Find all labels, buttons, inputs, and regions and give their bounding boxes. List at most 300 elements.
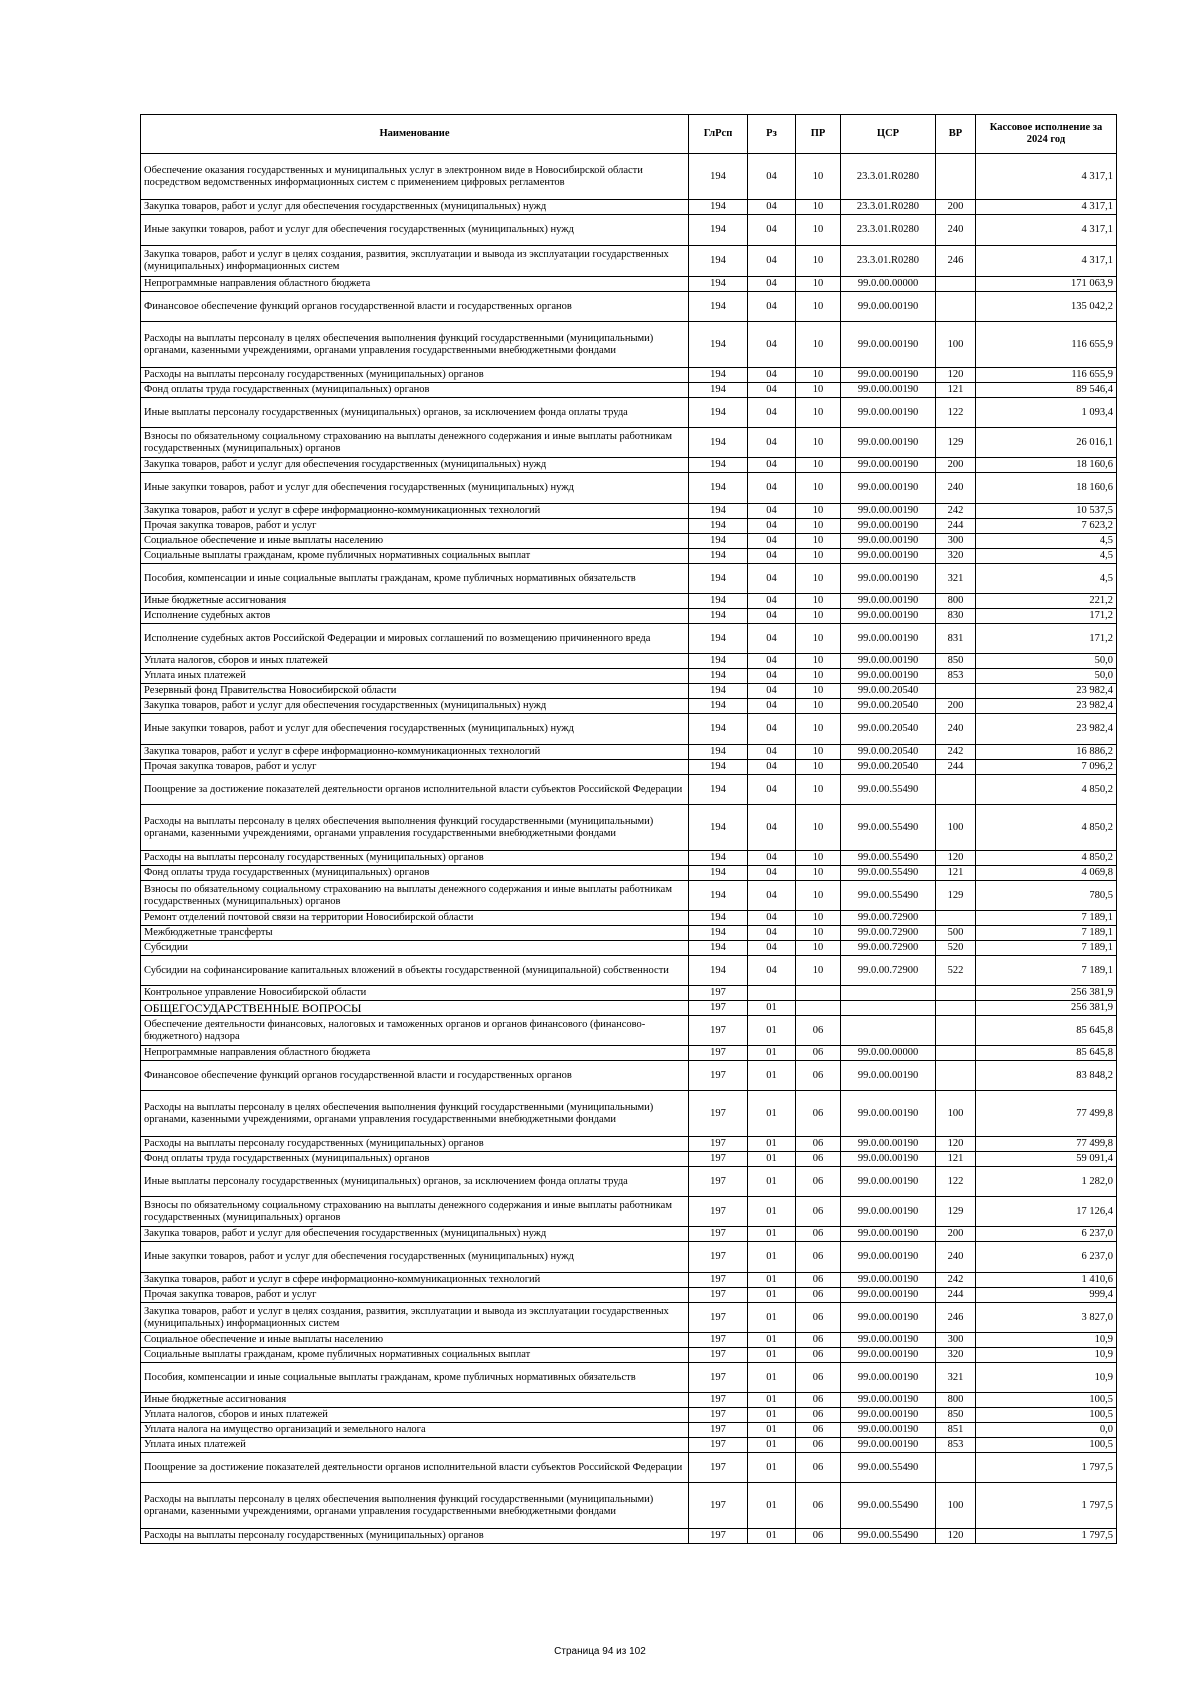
table-row (141, 760, 1117, 775)
cell-pr: 10 (796, 246, 841, 277)
cell-pr: 10 (796, 368, 841, 383)
cell-pr: 06 (796, 1529, 841, 1544)
cell-grp: 194 (689, 428, 748, 458)
cell-name: Расходы на выплаты персоналу в целях обеспечения выполнения функций государственными (муниципальными) органами, казенными учреждениями, органами управления государственными внебюджетными фондами (141, 1483, 689, 1529)
cell-vr (936, 911, 976, 926)
table-row (141, 594, 1117, 609)
cell-vr: 120 (936, 1137, 976, 1152)
table-row (141, 654, 1117, 669)
cell-amount: 4 317,1 (976, 200, 1117, 215)
table-row (141, 956, 1117, 986)
cell-name: Социальные выплаты гражданам, кроме публичных нормативных социальных выплат (141, 549, 689, 564)
cell-csr: 99.0.00.00190 (841, 383, 936, 398)
table-row (141, 1438, 1117, 1453)
cell-grp: 194 (689, 154, 748, 200)
cell-name: Обеспечение деятельности финансовых, налоговых и таможенных органов и органов финансового (финансово-бюджетного) надзора (141, 1016, 689, 1046)
cell-name: Закупка товаров, работ и услуг для обеспечения государственных (муниципальных) нужд (141, 699, 689, 714)
cell-csr: 99.0.00.72900 (841, 926, 936, 941)
cell-grp: 197 (689, 1167, 748, 1197)
cell-name: Резервный фонд Правительства Новосибирской области (141, 684, 689, 699)
cell-rz: 04 (748, 805, 796, 851)
cell-name: Фонд оплаты труда государственных (муниципальных) органов (141, 1152, 689, 1167)
cell-amount: 4,5 (976, 564, 1117, 594)
cell-grp: 197 (689, 1348, 748, 1363)
cell-rz: 01 (748, 1529, 796, 1544)
table-row (141, 1273, 1117, 1288)
cell-vr (936, 277, 976, 292)
cell-pr: 06 (796, 1273, 841, 1288)
cell-vr: 129 (936, 428, 976, 458)
cell-amount: 4 850,2 (976, 775, 1117, 805)
cell-vr: 120 (936, 851, 976, 866)
cell-vr: 522 (936, 956, 976, 986)
table-row (141, 714, 1117, 745)
cell-rz: 01 (748, 1438, 796, 1453)
cell-vr: 100 (936, 322, 976, 368)
table-row (141, 398, 1117, 428)
cell-csr: 99.0.00.55490 (841, 881, 936, 911)
cell-name: Иные закупки товаров, работ и услуг для обеспечения государственных (муниципальных) нужд (141, 1242, 689, 1273)
cell-vr: 520 (936, 941, 976, 956)
cell-csr: 99.0.00.00190 (841, 1091, 936, 1137)
cell-name: Уплата налогов, сборов и иных платежей (141, 654, 689, 669)
cell-name: Закупка товаров, работ и услуг в сфере информационно-коммуникационных технологий (141, 745, 689, 760)
cell-vr: 853 (936, 1438, 976, 1453)
cell-vr: 240 (936, 714, 976, 745)
cell-grp: 197 (689, 1303, 748, 1333)
cell-grp: 197 (689, 1483, 748, 1529)
cell-name: Закупка товаров, работ и услуг в сфере информационно-коммуникационных технологий (141, 504, 689, 519)
cell-csr: 99.0.00.72900 (841, 956, 936, 986)
cell-amount: 116 655,9 (976, 322, 1117, 368)
table-row (141, 292, 1117, 322)
cell-rz: 01 (748, 1363, 796, 1393)
cell-vr: 242 (936, 1273, 976, 1288)
cell-amount: 6 237,0 (976, 1242, 1117, 1273)
cell-name: Закупка товаров, работ и услуг в целях создания, развития, эксплуатации и вывода из эксплуатации государственных (муниципальных) информационных систем (141, 1303, 689, 1333)
cell-amount: 7 096,2 (976, 760, 1117, 775)
cell-vr: 240 (936, 473, 976, 504)
cell-name: Иные закупки товаров, работ и услуг для обеспечения государственных (муниципальных) нужд (141, 215, 689, 246)
cell-name: Уплата иных платежей (141, 669, 689, 684)
cell-rz: 04 (748, 775, 796, 805)
table-row (141, 154, 1117, 200)
cell-rz: 01 (748, 1046, 796, 1061)
table-row (141, 1061, 1117, 1091)
cell-grp: 197 (689, 986, 748, 1001)
cell-csr (841, 1016, 936, 1046)
cell-rz: 01 (748, 1483, 796, 1529)
cell-rz: 04 (748, 851, 796, 866)
cell-amount: 100,5 (976, 1438, 1117, 1453)
cell-pr: 10 (796, 322, 841, 368)
cell-pr: 10 (796, 564, 841, 594)
cell-pr: 10 (796, 519, 841, 534)
cell-name: Уплата налога на имущество организаций и земельного налога (141, 1423, 689, 1438)
table-row (141, 1348, 1117, 1363)
table-row (141, 926, 1117, 941)
cell-name: Ремонт отделений почтовой связи на территории Новосибирской области (141, 911, 689, 926)
cell-amount: 77 499,8 (976, 1091, 1117, 1137)
cell-vr: 121 (936, 383, 976, 398)
table-row (141, 549, 1117, 564)
header-name: Наименование (141, 115, 689, 154)
cell-pr: 10 (796, 805, 841, 851)
cell-pr: 10 (796, 428, 841, 458)
cell-csr: 99.0.00.00190 (841, 1393, 936, 1408)
cell-grp: 194 (689, 398, 748, 428)
cell-vr: 200 (936, 1227, 976, 1242)
cell-rz: 04 (748, 322, 796, 368)
cell-amount: 1 797,5 (976, 1529, 1117, 1544)
cell-csr: 99.0.00.00190 (841, 1137, 936, 1152)
cell-name: Прочая закупка товаров, работ и услуг (141, 1288, 689, 1303)
table-row (141, 534, 1117, 549)
cell-rz: 04 (748, 609, 796, 624)
cell-pr: 10 (796, 383, 841, 398)
cell-rz: 04 (748, 246, 796, 277)
cell-amount: 100,5 (976, 1393, 1117, 1408)
cell-csr: 99.0.00.55490 (841, 805, 936, 851)
cell-amount: 171,2 (976, 624, 1117, 654)
cell-csr: 99.0.00.00190 (841, 1061, 936, 1091)
cell-grp: 194 (689, 775, 748, 805)
cell-pr: 10 (796, 745, 841, 760)
table-row (141, 1288, 1117, 1303)
cell-rz: 04 (748, 624, 796, 654)
table-body (141, 154, 1117, 1544)
cell-name: Взносы по обязательному социальному страхованию на выплаты денежного содержания и иные выплаты работникам государственных (муниципальных) органов (141, 1197, 689, 1227)
cell-pr: 10 (796, 926, 841, 941)
cell-amount: 116 655,9 (976, 368, 1117, 383)
cell-rz: 01 (748, 1152, 796, 1167)
table-row (141, 1333, 1117, 1348)
table-row (141, 624, 1117, 654)
table-row (141, 1046, 1117, 1061)
cell-pr: 10 (796, 458, 841, 473)
cell-csr: 99.0.00.00190 (841, 398, 936, 428)
cell-rz: 01 (748, 1242, 796, 1273)
cell-name: Расходы на выплаты персоналу в целях обеспечения выполнения функций государственными (муниципальными) органами, казенными учреждениями, органами управления государственными внебюджетными фондами (141, 322, 689, 368)
cell-grp: 197 (689, 1438, 748, 1453)
cell-pr: 10 (796, 956, 841, 986)
cell-name: Закупка товаров, работ и услуг в целях создания, развития, эксплуатации и вывода из эксплуатации государственных (муниципальных) информационных систем (141, 246, 689, 277)
cell-amount: 23 982,4 (976, 699, 1117, 714)
cell-vr: 100 (936, 1091, 976, 1137)
cell-amount: 3 827,0 (976, 1303, 1117, 1333)
cell-name: Непрограммные направления областного бюджета (141, 1046, 689, 1061)
cell-vr: 850 (936, 654, 976, 669)
cell-grp: 194 (689, 956, 748, 986)
table-row (141, 1242, 1117, 1273)
cell-grp: 197 (689, 1242, 748, 1273)
cell-vr: 500 (936, 926, 976, 941)
cell-rz: 04 (748, 760, 796, 775)
cell-amount: 23 982,4 (976, 684, 1117, 699)
cell-vr (936, 292, 976, 322)
cell-csr: 99.0.00.20540 (841, 684, 936, 699)
cell-pr: 06 (796, 1453, 841, 1483)
cell-pr: 06 (796, 1197, 841, 1227)
cell-amount: 4 069,8 (976, 866, 1117, 881)
cell-amount: 256 381,9 (976, 986, 1117, 1001)
cell-amount: 7 189,1 (976, 941, 1117, 956)
cell-grp: 197 (689, 1453, 748, 1483)
cell-rz: 01 (748, 1061, 796, 1091)
cell-amount: 171 063,9 (976, 277, 1117, 292)
cell-csr: 99.0.00.55490 (841, 1529, 936, 1544)
cell-amount: 10,9 (976, 1333, 1117, 1348)
cell-amount: 1 282,0 (976, 1167, 1117, 1197)
cell-vr (936, 775, 976, 805)
cell-name: Контрольное управление Новосибирской области (141, 986, 689, 1001)
table-row (141, 881, 1117, 911)
cell-amount: 256 381,9 (976, 1001, 1117, 1016)
cell-csr: 23.3.01.R0280 (841, 154, 936, 200)
cell-rz: 04 (748, 398, 796, 428)
cell-rz: 04 (748, 956, 796, 986)
cell-name: Иные закупки товаров, работ и услуг для обеспечения государственных (муниципальных) нужд (141, 714, 689, 745)
table-row (141, 1167, 1117, 1197)
cell-pr: 10 (796, 473, 841, 504)
cell-name: Субсидии на софинансирование капитальных вложений в объекты государственной (муниципальной) собственности (141, 956, 689, 986)
cell-amount: 4 317,1 (976, 246, 1117, 277)
table-row (141, 564, 1117, 594)
cell-name: Закупка товаров, работ и услуг для обеспечения государственных (муниципальных) нужд (141, 200, 689, 215)
cell-vr: 120 (936, 1529, 976, 1544)
cell-amount: 50,0 (976, 654, 1117, 669)
cell-grp: 194 (689, 246, 748, 277)
table-row (141, 383, 1117, 398)
cell-amount: 7 623,2 (976, 519, 1117, 534)
cell-grp: 194 (689, 760, 748, 775)
cell-csr: 99.0.00.00190 (841, 458, 936, 473)
cell-pr: 10 (796, 549, 841, 564)
cell-vr: 321 (936, 564, 976, 594)
table-row (141, 699, 1117, 714)
cell-grp: 194 (689, 881, 748, 911)
cell-vr: 831 (936, 624, 976, 654)
cell-rz: 01 (748, 1333, 796, 1348)
cell-pr: 06 (796, 1363, 841, 1393)
cell-pr: 06 (796, 1303, 841, 1333)
cell-csr: 99.0.00.55490 (841, 775, 936, 805)
cell-pr: 10 (796, 866, 841, 881)
table-row (141, 322, 1117, 368)
cell-vr (936, 1016, 976, 1046)
cell-grp: 194 (689, 609, 748, 624)
table-row (141, 986, 1117, 1001)
cell-name: Уплата налогов, сборов и иных платежей (141, 1408, 689, 1423)
cell-csr: 99.0.00.72900 (841, 911, 936, 926)
cell-grp: 194 (689, 594, 748, 609)
cell-grp: 194 (689, 805, 748, 851)
cell-grp: 194 (689, 851, 748, 866)
cell-csr: 99.0.00.20540 (841, 760, 936, 775)
cell-grp: 194 (689, 684, 748, 699)
table-row (141, 866, 1117, 881)
cell-amount: 89 546,4 (976, 383, 1117, 398)
cell-vr (936, 154, 976, 200)
cell-grp: 197 (689, 1408, 748, 1423)
cell-rz: 04 (748, 200, 796, 215)
cell-vr: 246 (936, 246, 976, 277)
cell-csr: 99.0.00.00190 (841, 473, 936, 504)
table-row (141, 609, 1117, 624)
cell-name: Иные бюджетные ассигнования (141, 594, 689, 609)
cell-vr: 240 (936, 1242, 976, 1273)
cell-vr: 853 (936, 669, 976, 684)
cell-vr: 830 (936, 609, 976, 624)
cell-vr: 129 (936, 1197, 976, 1227)
cell-pr: 10 (796, 398, 841, 428)
cell-csr: 99.0.00.55490 (841, 1453, 936, 1483)
cell-grp: 197 (689, 1227, 748, 1242)
header-row (141, 115, 1117, 154)
cell-amount: 18 160,6 (976, 458, 1117, 473)
table-row (141, 1483, 1117, 1529)
cell-pr: 10 (796, 215, 841, 246)
cell-name: Социальные выплаты гражданам, кроме публичных нормативных социальных выплат (141, 1348, 689, 1363)
cell-grp: 194 (689, 926, 748, 941)
cell-csr: 23.3.01.R0280 (841, 200, 936, 215)
cell-vr: 244 (936, 519, 976, 534)
cell-vr: 240 (936, 215, 976, 246)
header-pr: ПР (796, 115, 841, 154)
cell-rz: 01 (748, 1016, 796, 1046)
cell-pr: 06 (796, 1242, 841, 1273)
cell-pr: 10 (796, 714, 841, 745)
cell-name: Социальное обеспечение и иные выплаты населению (141, 1333, 689, 1348)
cell-amount: 85 645,8 (976, 1046, 1117, 1061)
cell-name: Поощрение за достижение показателей деятельности органов исполнительной власти субъектов Российской Федерации (141, 775, 689, 805)
table-row (141, 745, 1117, 760)
cell-csr: 99.0.00.00190 (841, 1348, 936, 1363)
cell-pr: 06 (796, 1061, 841, 1091)
cell-csr: 99.0.00.55490 (841, 1483, 936, 1529)
table-row (141, 1408, 1117, 1423)
cell-rz: 01 (748, 1423, 796, 1438)
cell-amount: 10,9 (976, 1363, 1117, 1393)
table-row (141, 1363, 1117, 1393)
cell-amount: 4 850,2 (976, 805, 1117, 851)
cell-grp: 194 (689, 200, 748, 215)
cell-name: Расходы на выплаты персоналу в целях обеспечения выполнения функций государственными (муниципальными) органами, казенными учреждениями, органами управления государственными внебюджетными фондами (141, 1091, 689, 1137)
header-amount: Кассовое исполнение за 2024 год (976, 115, 1117, 154)
cell-csr (841, 1001, 936, 1016)
table-row (141, 669, 1117, 684)
table-row (141, 1001, 1117, 1016)
cell-csr: 99.0.00.00190 (841, 1363, 936, 1393)
table-row (141, 473, 1117, 504)
cell-vr: 129 (936, 881, 976, 911)
cell-rz: 04 (748, 292, 796, 322)
table-row (141, 1529, 1117, 1544)
cell-amount: 10,9 (976, 1348, 1117, 1363)
cell-grp: 197 (689, 1091, 748, 1137)
cell-grp: 197 (689, 1152, 748, 1167)
cell-vr (936, 1453, 976, 1483)
cell-rz: 01 (748, 1137, 796, 1152)
cell-amount: 10 537,5 (976, 504, 1117, 519)
table-row (141, 805, 1117, 851)
cell-csr: 99.0.00.00190 (841, 322, 936, 368)
cell-vr: 200 (936, 200, 976, 215)
cell-rz: 04 (748, 699, 796, 714)
cell-pr: 10 (796, 504, 841, 519)
cell-rz: 04 (748, 154, 796, 200)
cell-pr: 06 (796, 1227, 841, 1242)
cell-grp: 197 (689, 1529, 748, 1544)
cell-vr: 244 (936, 1288, 976, 1303)
cell-pr: 06 (796, 1016, 841, 1046)
cell-pr (796, 986, 841, 1001)
cell-amount: 50,0 (976, 669, 1117, 684)
cell-grp: 197 (689, 1016, 748, 1046)
cell-pr: 06 (796, 1423, 841, 1438)
cell-vr: 246 (936, 1303, 976, 1333)
cell-vr (936, 986, 976, 1001)
cell-name: Иные бюджетные ассигнования (141, 1393, 689, 1408)
cell-amount: 4 317,1 (976, 154, 1117, 200)
table-row (141, 277, 1117, 292)
cell-csr: 23.3.01.R0280 (841, 215, 936, 246)
header-grp: ГлРсп (689, 115, 748, 154)
cell-amount: 0,0 (976, 1423, 1117, 1438)
cell-amount: 26 016,1 (976, 428, 1117, 458)
cell-name: Финансовое обеспечение функций органов государственной власти и государственных органов (141, 1061, 689, 1091)
table-row (141, 215, 1117, 246)
cell-grp: 194 (689, 322, 748, 368)
table-row (141, 1453, 1117, 1483)
cell-vr: 850 (936, 1408, 976, 1423)
cell-grp: 194 (689, 519, 748, 534)
cell-amount: 18 160,6 (976, 473, 1117, 504)
table-row (141, 1227, 1117, 1242)
cell-amount: 4,5 (976, 549, 1117, 564)
cell-vr: 320 (936, 549, 976, 564)
cell-name: Иные выплаты персоналу государственных (муниципальных) органов, за исключением фонда оплаты труда (141, 398, 689, 428)
cell-amount: 7 189,1 (976, 926, 1117, 941)
cell-name: Фонд оплаты труда государственных (муниципальных) органов (141, 383, 689, 398)
cell-name: ОБЩЕГОСУДАРСТВЕННЫЕ ВОПРОСЫ (141, 1001, 689, 1016)
cell-name: Межбюджетные трансферты (141, 926, 689, 941)
cell-csr: 99.0.00.00190 (841, 1197, 936, 1227)
cell-csr: 99.0.00.00190 (841, 519, 936, 534)
cell-amount: 85 645,8 (976, 1016, 1117, 1046)
cell-amount: 1 797,5 (976, 1483, 1117, 1529)
cell-name: Иные закупки товаров, работ и услуг для обеспечения государственных (муниципальных) нужд (141, 473, 689, 504)
cell-grp: 197 (689, 1046, 748, 1061)
cell-csr: 99.0.00.00190 (841, 549, 936, 564)
table-row (141, 504, 1117, 519)
header-csr: ЦСР (841, 115, 936, 154)
cell-pr (796, 1001, 841, 1016)
cell-rz: 01 (748, 1167, 796, 1197)
cell-rz: 01 (748, 1348, 796, 1363)
cell-csr: 99.0.00.00190 (841, 564, 936, 594)
cell-rz: 04 (748, 941, 796, 956)
cell-vr: 122 (936, 1167, 976, 1197)
cell-grp: 194 (689, 941, 748, 956)
cell-pr: 10 (796, 654, 841, 669)
cell-grp: 197 (689, 1363, 748, 1393)
cell-vr: 100 (936, 805, 976, 851)
cell-pr: 10 (796, 911, 841, 926)
table-row (141, 911, 1117, 926)
cell-amount: 1 093,4 (976, 398, 1117, 428)
cell-grp: 197 (689, 1423, 748, 1438)
